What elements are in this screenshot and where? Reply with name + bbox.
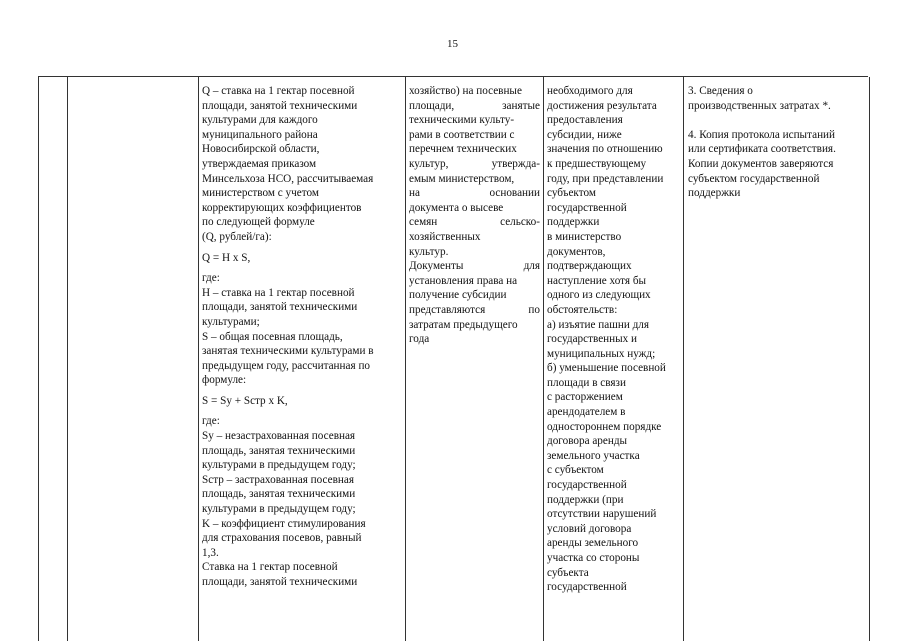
result-line: одного из следующих: [547, 289, 651, 302]
result-line: к предшествующему: [547, 157, 647, 170]
conditions-line: [409, 186, 540, 201]
formula-line: Н – ставка на 1 гектар посевной: [202, 286, 355, 299]
formula-line: культурами в предыдущем году;: [202, 459, 356, 472]
result-line: наступление хотя бы: [547, 274, 647, 287]
conditions-word: занятые: [502, 99, 540, 112]
result-line: году, при представлении: [547, 172, 664, 185]
result-line: аренды земельного: [547, 537, 639, 550]
result-line: документов,: [547, 245, 606, 258]
result-line: отсутствии нарушений: [547, 508, 657, 521]
result-line: субъекта: [547, 566, 589, 579]
conditions-line: [409, 332, 540, 347]
formula-line: площади, занятой техническими: [202, 301, 358, 314]
table-column-conditions: [405, 77, 406, 641]
formula-line: Q = H x S,: [202, 251, 251, 264]
conditions-word: представляются: [409, 303, 486, 316]
table-column-1: [38, 77, 39, 641]
formula-line: площади, занятой техническими: [202, 576, 358, 588]
docs-item4-line: субъектом государственной: [688, 172, 820, 185]
formula-line: где:: [202, 272, 220, 285]
docs-item3-line: 3. Сведения о: [688, 85, 753, 97]
formula-line: для страхования посевов, равный: [202, 532, 362, 545]
result-line: одностороннем порядке: [547, 420, 662, 433]
table-column-2: [67, 77, 68, 641]
result-line: арендодателем в: [547, 406, 626, 419]
conditions-line: [409, 318, 540, 333]
conditions-word: площади,: [409, 99, 455, 112]
formula-line: площадь, занятая техническими: [202, 444, 356, 457]
formula-line: министерством с учетом: [202, 187, 319, 200]
result-line: с субъектом: [547, 464, 604, 477]
result-line: значения по отношению: [547, 143, 663, 156]
formula-line: культурами для каждого: [202, 114, 318, 127]
formula-line: (Q, рублей/га):: [202, 230, 272, 243]
conditions-word: емым министерством,: [409, 172, 515, 185]
formula-line: где:: [202, 415, 220, 428]
conditions-word: культур,: [409, 157, 449, 170]
formula-line: по следующей формуле: [202, 216, 315, 229]
result-line: подтверждающих: [547, 260, 632, 273]
conditions-word: сельско-: [500, 216, 540, 229]
conditions-word: семян: [409, 216, 438, 229]
formula-line: Ставка на 1 гектар посевной: [202, 561, 338, 574]
result-line: площади в связи: [547, 376, 626, 389]
formula-line: формуле:: [202, 374, 247, 387]
result-line: государственной: [547, 581, 627, 594]
result-line: государственной: [547, 479, 627, 492]
conditions-line: [409, 84, 540, 99]
conditions-word: перечнем технических: [409, 143, 517, 156]
conditions-word: хозяйственных: [409, 230, 481, 243]
conditions-line: [409, 274, 540, 289]
result-line: земельного участка: [547, 449, 640, 462]
conditions-word: рами в соответствии с: [409, 128, 515, 141]
conditions-line: [409, 288, 540, 303]
result-line: достижения результата: [547, 99, 657, 112]
table-column-result: [543, 77, 544, 641]
docs-item4-line: 4. Копия протокола испытаний: [688, 128, 836, 141]
conditions-word: документа о высеве: [409, 201, 504, 214]
result-line: а) изъятие пашни для: [547, 318, 650, 331]
result-line: государственной: [547, 201, 627, 214]
conditions-line: [409, 259, 540, 274]
formula-line: культурами в предыдущем году;: [202, 503, 356, 516]
docs-item3-line: производственных затратах *.: [688, 99, 831, 112]
formula-line: Минсельхоза НСО, рассчитываемая: [202, 172, 374, 185]
conditions-line: [409, 113, 540, 128]
conditions-word: основании: [489, 187, 540, 200]
result-line: государственных и: [547, 333, 638, 346]
conditions-line: [409, 215, 540, 230]
formula-cell: [202, 84, 402, 590]
result-line: в министерство: [547, 230, 622, 243]
conditions-line: [409, 303, 540, 318]
conditions-word: утвержда-: [491, 157, 540, 170]
formula-line: Q – ставка на 1 гектар посевной: [202, 85, 355, 97]
formula-line: муниципального района: [202, 128, 318, 141]
conditions-word: Документы: [409, 260, 464, 273]
conditions-word: затратам предыдущего: [409, 318, 518, 331]
conditions-word: на: [409, 187, 420, 200]
formula-line: 1,3.: [202, 546, 219, 559]
conditions-line: [409, 157, 540, 172]
result-line: необходимого для: [547, 85, 633, 97]
formula-line: S – общая посевная площадь,: [202, 330, 343, 343]
formula-line: Sстр – застрахованная посевная: [202, 473, 354, 486]
conditions-line: [409, 99, 540, 114]
conditions-word: года: [409, 333, 430, 346]
conditions-word: установления права на: [409, 274, 518, 287]
formula-line: утверждаемая приказом: [202, 157, 317, 170]
conditions-line: [409, 128, 540, 143]
formula-line: S = Sy + Sстр x K,: [202, 394, 288, 407]
result-line: договора аренды: [547, 435, 628, 448]
formula-line: площадь, занятая техническими: [202, 488, 356, 501]
documents-cell: [688, 84, 866, 201]
subsidy-table: [38, 76, 868, 641]
conditions-line: [409, 172, 540, 187]
result-line: условий договора: [547, 522, 632, 535]
formula-line: предыдущем году, рассчитанная по: [202, 359, 371, 372]
conditions-line: [409, 230, 540, 245]
result-line: с расторжением: [547, 391, 623, 404]
docs-item4-line: Копии документов заверяются: [688, 157, 834, 170]
result-line: б) уменьшение посевной: [547, 362, 666, 375]
formula-line: площади, занятой техническими: [202, 99, 358, 112]
conditions-line: [409, 142, 540, 157]
conditions-line: [409, 245, 540, 260]
result-cell: [547, 84, 681, 595]
conditions-word: хозяйство) на посевные: [409, 85, 522, 97]
conditions-word: техническими культу-: [409, 114, 515, 127]
result-line: участка со стороны: [547, 552, 640, 564]
docs-item4-line: или сертификата соответствия.: [688, 143, 836, 156]
formula-line: занятая техническими культурами в: [202, 345, 374, 358]
result-line: поддержки: [547, 216, 600, 229]
formula-line: корректирующих коэффициентов: [202, 201, 362, 214]
result-line: муниципальных нужд;: [547, 347, 656, 360]
formula-line: Новосибирской области,: [202, 143, 320, 156]
conditions-word: по: [528, 303, 540, 316]
result-line: предоставления: [547, 114, 623, 127]
conditions-word: культур.: [409, 245, 449, 258]
result-line: поддержки (при: [547, 493, 624, 506]
conditions-line: [409, 201, 540, 216]
result-line: субсидии, ниже: [547, 128, 622, 141]
result-line: обстоятельств:: [547, 303, 618, 316]
conditions-word: для: [523, 260, 540, 273]
formula-line: культурами;: [202, 315, 260, 328]
page-number: 15: [447, 38, 458, 50]
formula-line: Sy – незастрахованная посевная: [202, 430, 356, 443]
result-line: субъектом: [547, 187, 596, 200]
docs-item4-line: поддержки: [688, 187, 741, 200]
table-column-formula: [198, 77, 199, 641]
conditions-cell: [409, 84, 540, 347]
conditions-word: получение субсидии: [409, 289, 507, 302]
formula-line: K – коэффициент стимулирования: [202, 517, 366, 530]
